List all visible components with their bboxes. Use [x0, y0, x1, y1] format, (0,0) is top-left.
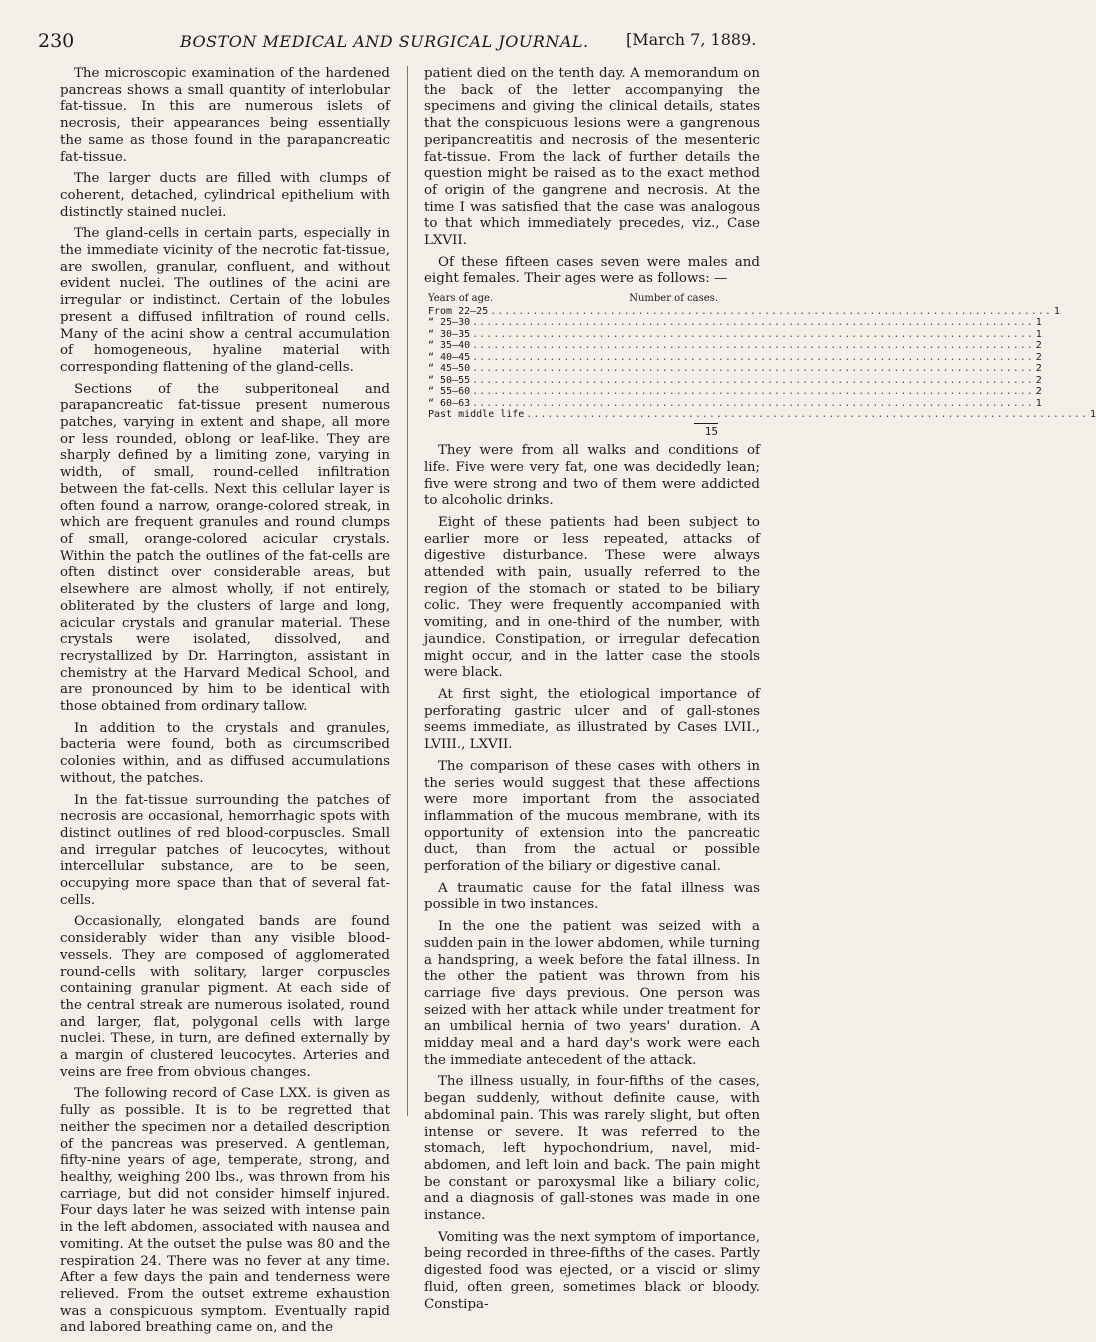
paragraph: The illness usually, in four-fifths of the cases, began suddenly, without definite cause, with abdominal pain. This was rarely slight, but often intense or severe. It was referred to the stomach, left hypochondrium, navel, mid-abdomen, and left loin and back. The pain might be constant or paroxysmal like a biliary colic, and a diagnosis of gall-stones was made in one instance. — [424, 1074, 760, 1224]
age-table — [428, 293, 1096, 438]
paragraph: The following record of Case LXX. is given as fully as possible. It is to be regretted that neither the specimen nor a detailed description of the pancreas was preserved. A gentleman, fifty-nine years of age, temperate, strong, and healthy, weighing 200 lbs., was thrown from his carriage, but did not consider himself injured. Four days later he was seized with intense pain in the left abdomen, associated with nausea and vomiting. At the outset the pulse was 80 and the respiration 24. There was no fever at any time. After a few days the pain and tenderness were relieved. From the outset extreme exhaustion was a conspicuous symptom. Eventually rapid and labored breathing came on, and the — [60, 1086, 390, 1336]
age-table-row — [428, 340, 1042, 352]
case-count: 1 — [1089, 409, 1096, 421]
paragraph: In addition to the crystals and granules, bacteria were found, both as circumscribed colonies within, and as diffused accumulations without, the patches. — [60, 720, 390, 786]
paragraph: A traumatic cause for the fatal illness was possible in two instances. — [424, 880, 760, 913]
age-table-row — [428, 374, 1042, 387]
running-header — [0, 28, 800, 58]
leader-dots: ................................................................................ — [472, 386, 1034, 398]
age-range: “ 30–35 — [428, 328, 471, 340]
age-range: Past middle life — [428, 409, 525, 421]
age-range: “ 35–40 — [428, 340, 471, 352]
age-range: From 22–25 — [428, 305, 489, 317]
paragraph: The larger ducts are filled with clumps of coherent, detached, cylindrical epithelium with distinctly stained nuclei. — [60, 171, 390, 220]
leader-dots: ................................................................................ — [472, 317, 1034, 329]
leader-dots: ................................................................................ — [472, 374, 1034, 386]
case-count: 2 — [1035, 340, 1042, 352]
paragraph: In the one the patient was seized with a sudden pain in the lower abdomen, while turning a handspring, a week before the fatal illness. In the other the patient was thrown from his carriage five days previous. One person was seized with her attack while under treatment for an umbilical hernia of two years' duration. A midday meal and a hard day's work were each the immediate antecedent of the attack. — [424, 919, 760, 1068]
leader-dots: ................................................................................ — [472, 397, 1034, 409]
case-count: 2 — [1035, 363, 1042, 375]
age-range: “ 50–55 — [428, 374, 471, 386]
right-column — [424, 66, 1096, 1318]
paragraph: The microscopic examination of the hardened pancreas shows a small quantity of interlobular fat-tissue. In this are numerous islets of necrosis, their appearances being essentially the same as those found in the parapancreatic fat-tissue. — [60, 66, 390, 165]
case-count: 2 — [1035, 386, 1042, 398]
case-count: 1 — [1035, 328, 1042, 340]
age-table-row — [428, 363, 1042, 375]
case-count: 1 — [1035, 397, 1042, 409]
paragraph: Occasionally, elongated bands are found considerably wider than any visible blood-vessels. They are composed of agglomerated round-cells with solitary, larger corpuscles containing granular pigment. At each side of the central streak are numerous isolated, round and larger, flat, polygonal cells with large nuclei. These, in turn, are defined externally by a margin of clustered leucocytes. Arteries and veins are free from obvious changes. — [60, 914, 390, 1080]
age-table-row — [428, 397, 1042, 410]
paragraph: They were from all walks and conditions of life. Five were very fat, one was decidedly lean; five were strong and two of them were addicted to alcoholic drinks. — [424, 443, 760, 509]
leader-dots: ................................................................................ — [472, 328, 1034, 340]
journal-title: BOSTON MEDICAL AND SURGICAL JOURNAL. — [180, 32, 589, 51]
leader-dots: ................................................................................ — [490, 305, 1052, 317]
age-table-row — [428, 351, 1042, 364]
paragraph: patient died on the tenth day. A memorandum on the back of the letter accompanying the specimens and giving the clinical details, states that the conspicuous lesions were a gangrenous peripancreatitis and necrosis of the mesenteric fat-tissue. From the lack of further details the question might be raised as to the exact method of origin of the gangrene and necrosis. At the time I was satisfied that the case was analogous to that which immediately precedes, viz., Case LXVII. — [424, 66, 760, 249]
paragraph: Eight of these patients had been subject to earlier more or less repeated, attacks of digestive disturbance. These were always attended with pain, usually referred to the region of the stomach or stated to be biliary colic. They were frequently accompanied with vomiting, and in one-third of the number, with jaundice. Constipation, or irregular defecation might occur, and in the latter case the stools were black. — [424, 514, 760, 681]
age-range: “ 45–50 — [428, 363, 471, 375]
age-range: “ 25–30 — [428, 317, 471, 329]
paragraph: In the fat-tissue surrounding the patches of necrosis are occasional, hemorrhagic spots with distinct outlines of red blood-corpuscles. Small and irregular patches of leucocytes, without intercellular substance, are to be seen, occupying more space than that of several fat-cells. — [60, 792, 390, 908]
age-table-row — [428, 317, 1042, 329]
leader-dots: ................................................................................ — [526, 409, 1088, 421]
age-table-header — [428, 293, 718, 305]
case-count: 1 — [1035, 317, 1042, 329]
age-table-row — [428, 328, 1042, 341]
paragraph: Of these fifteen cases seven were males and eight females. Their ages were as follows: — — [424, 254, 760, 287]
age-range: “ 60–63 — [428, 397, 471, 409]
paragraph: Sections of the subperitoneal and parapancreatic fat-tissue present numerous patches, varying in extent and shape, all more or less rounded, oblong or leaf-like. They are sharply defined by a limiting zone, varying in width, of small, round-celled infiltration between the fat-cells. Next this cellular layer is often found a narrow, orange-colored streak, in which are frequent granules and round clumps of small, orange-colored acicular crystals. Within the patch the outlines of the fat-cells are often distinct over considerable areas, but elsewhere are almost wholly, if not entirely, obliterated by the clusters of large and long, acicular crystals and granular material. These crystals were isolated, dissolved, and recrystallized by Dr. Harrington, assistant in chemistry at the Harvard Medical School, and are pronounced by him to be identical with those obtained from ordinary tallow. — [60, 381, 390, 715]
leader-dots: ................................................................................ — [472, 340, 1034, 352]
paragraph: Vomiting was the next symptom of importance, being recorded in three-fifths of the cases. Partly digested food was ejected, or a viscid or slimy fluid, often green, sometimes black or bloody. Constipa- — [424, 1229, 760, 1312]
count-column-header: Number of cases. — [629, 293, 718, 305]
leader-dots: ................................................................................ — [472, 363, 1034, 375]
page-number: 230 — [38, 30, 75, 52]
paragraph: The gland-cells in certain parts, especially in the immediate vicinity of the necrotic fat-tissue, are swollen, granular, confluent, and without evident nuclei. The outlines of the acini are irregular or indistinct. Certain of the lobules present a diffused infiltration of round cells. Many of the acini show a central accumulation of homogeneous, hyaline material with corresponding flattening of the gland-cells. — [60, 226, 390, 375]
leader-dots: ................................................................................ — [472, 351, 1034, 363]
age-table-row — [428, 409, 1096, 421]
paragraph: At first sight, the etiological importance of perforating gastric ulcer and of gall-stones seems immediate, as illustrated by Cases LVII., LVIII., LXVII. — [424, 686, 760, 753]
age-table-row — [428, 305, 1060, 318]
paragraph: The comparison of these cases with others in the series would suggest that these affections were more important from the associated inflammation of the mucous membrane, with its opportunity of extension into the pancreatic duct, than from the actual or possible perforation of the biliary or digestive canal. — [424, 758, 760, 875]
age-range: “ 40–45 — [428, 351, 471, 363]
age-range: “ 55–60 — [428, 386, 471, 398]
case-count: 2 — [1035, 351, 1042, 363]
case-count: 1 — [1053, 305, 1060, 317]
age-table-row — [428, 386, 1042, 398]
column-divider — [407, 66, 408, 1116]
age-table-total: 15 — [694, 423, 718, 438]
left-column — [60, 66, 390, 1342]
case-count: 2 — [1035, 374, 1042, 386]
age-column-header: Years of age. — [428, 293, 494, 305]
issue-date: [March 7, 1889. — [626, 30, 757, 49]
